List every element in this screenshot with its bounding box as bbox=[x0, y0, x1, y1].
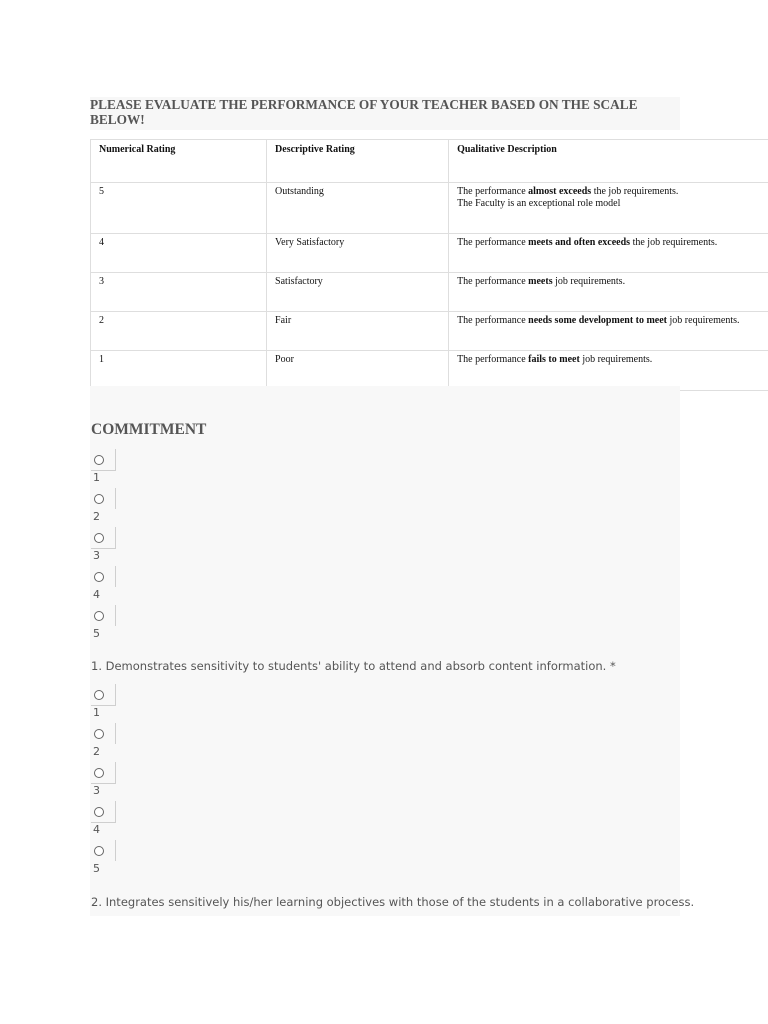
cell-numerical: 2 bbox=[91, 312, 267, 351]
rating-option-1[interactable] bbox=[91, 449, 151, 488]
form-background bbox=[90, 386, 680, 916]
radio-button[interactable] bbox=[94, 572, 104, 582]
page-title: PLEASE EVALUATE THE PERFORMANCE OF YOUR TEACHER BASED ON THE SCALE BELOW! bbox=[90, 97, 638, 127]
radio-label: 5 bbox=[93, 862, 100, 875]
rating-option-3[interactable] bbox=[91, 762, 151, 801]
rating-group-commitment bbox=[91, 449, 151, 644]
radio-label: 3 bbox=[93, 549, 100, 562]
radio-label: 2 bbox=[93, 510, 100, 523]
radio-button[interactable] bbox=[94, 494, 104, 504]
cell-numerical: 3 bbox=[91, 273, 267, 312]
radio-label: 5 bbox=[93, 627, 100, 640]
radio-button[interactable] bbox=[94, 455, 104, 465]
radio-label: 1 bbox=[93, 706, 100, 719]
rating-option-4[interactable] bbox=[91, 801, 151, 840]
question-1: 1. Demonstrates sensitivity to students' ability to attend and absorb content information. * bbox=[91, 659, 616, 673]
cell-descriptive: Fair bbox=[267, 312, 449, 351]
cell-numerical: 1 bbox=[91, 351, 267, 391]
cell-qualitative: The performance almost exceeds the job requirements. The Faculty is an exceptional role model bbox=[449, 183, 768, 234]
radio-button[interactable] bbox=[94, 846, 104, 856]
cell-numerical: 4 bbox=[91, 234, 267, 273]
radio-label: 4 bbox=[93, 588, 100, 601]
table-row bbox=[91, 351, 768, 391]
header-numerical-rating: Numerical Rating bbox=[91, 140, 267, 183]
cell-qualitative: The performance needs some development to meet job requirements. bbox=[449, 312, 768, 351]
cell-descriptive: Very Satisfactory bbox=[267, 234, 449, 273]
radio-button[interactable] bbox=[94, 768, 104, 778]
section-title: COMMITMENT bbox=[91, 421, 207, 438]
header-qualitative-description: Qualitative Description bbox=[449, 140, 768, 183]
rating-option-3[interactable] bbox=[91, 527, 151, 566]
table-row bbox=[91, 312, 768, 351]
cell-qualitative: The performance meets job requirements. bbox=[449, 273, 768, 312]
radio-button[interactable] bbox=[94, 729, 104, 739]
radio-label: 4 bbox=[93, 823, 100, 836]
question-2: 2. Integrates sensitively his/her learning objectives with those of the students in a collaborative process. bbox=[91, 895, 695, 909]
cell-qualitative: The performance fails to meet job requirements. bbox=[449, 351, 768, 391]
rating-option-2[interactable] bbox=[91, 723, 151, 762]
radio-label: 2 bbox=[93, 745, 100, 758]
rating-option-5[interactable] bbox=[91, 605, 151, 644]
rating-scale-table bbox=[90, 139, 768, 391]
cell-descriptive: Outstanding bbox=[267, 183, 449, 234]
rating-group-question-1 bbox=[91, 684, 151, 879]
rating-option-2[interactable] bbox=[91, 488, 151, 527]
radio-button[interactable] bbox=[94, 611, 104, 621]
radio-button[interactable] bbox=[94, 690, 104, 700]
rating-option-5[interactable] bbox=[91, 840, 151, 879]
table-header-row bbox=[91, 140, 768, 183]
rating-option-1[interactable] bbox=[91, 684, 151, 723]
radio-label: 3 bbox=[93, 784, 100, 797]
table-row bbox=[91, 234, 768, 273]
rating-option-4[interactable] bbox=[91, 566, 151, 605]
cell-descriptive: Satisfactory bbox=[267, 273, 449, 312]
cell-numerical: 5 bbox=[91, 183, 267, 234]
radio-button[interactable] bbox=[94, 807, 104, 817]
table-row bbox=[91, 273, 768, 312]
radio-label: 1 bbox=[93, 471, 100, 484]
table-row bbox=[91, 183, 768, 234]
radio-button[interactable] bbox=[94, 533, 104, 543]
cell-qualitative: The performance meets and often exceeds the job requirements. bbox=[449, 234, 768, 273]
header-descriptive-rating: Descriptive Rating bbox=[267, 140, 449, 183]
cell-descriptive: Poor bbox=[267, 351, 449, 391]
